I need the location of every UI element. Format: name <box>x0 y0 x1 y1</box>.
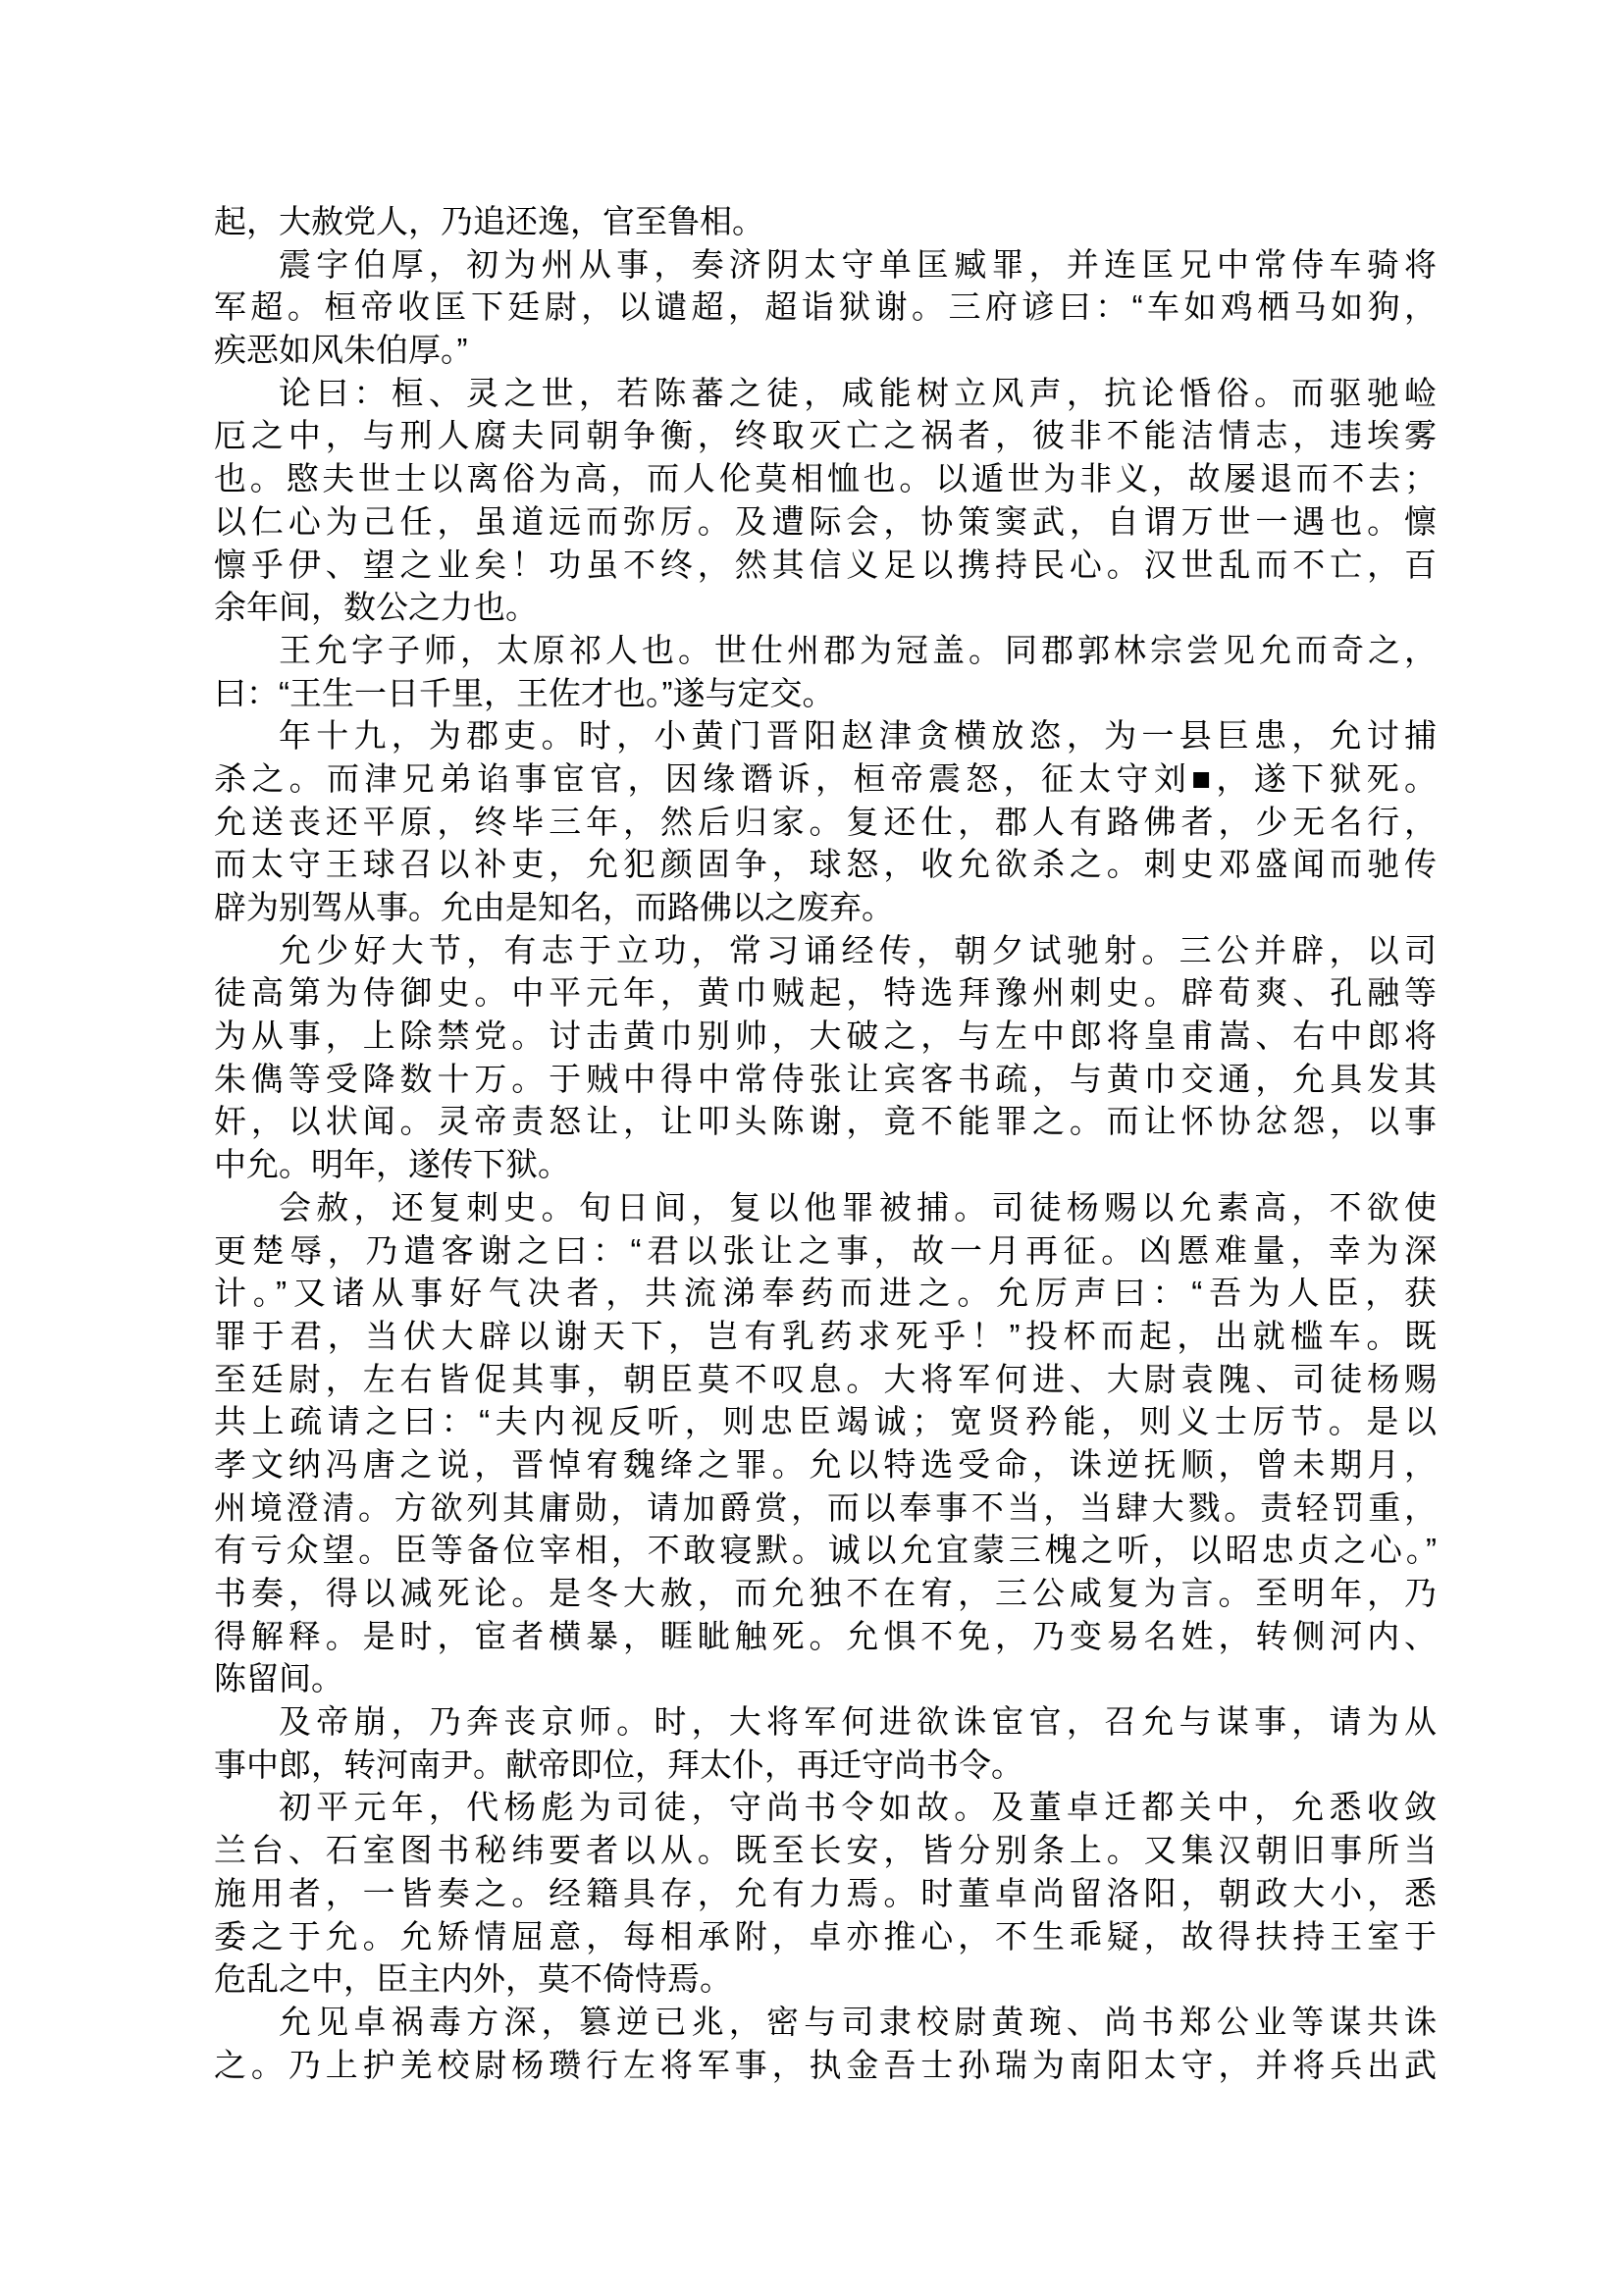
text-line: 允见卓祸毒方深，篡逆已兆，密与司隶校尉黄琬、尚书郑公业等谋共诛 <box>279 2003 1437 2040</box>
text-line: 杀之。而津兄弟谄事宦官，因缘谮诉，桓帝震怒，征太守刘■，遂下狱死。 <box>214 759 1437 797</box>
text-line: 朱儁等受降数十万。于贼中得中常侍张让宾客书疏，与黄巾交通，允具发其 <box>214 1060 1437 1097</box>
text-line: 会赦，还复刺史。旬日间，复以他罪被捕。司徒杨赐以允素高，不欲使 <box>279 1188 1437 1225</box>
paragraph <box>214 1700 1437 1786</box>
text-line: 震字伯厚，初为州从事，奏济阴太守单匡臧罪，并连匡兄中常侍车骑将 <box>279 245 1437 283</box>
paragraph <box>214 372 1437 629</box>
text-line: 至廷尉，左右皆促其事，朝臣莫不叹息。大将军何进、大尉袁隗、司徒杨赐 <box>214 1360 1437 1397</box>
text-line: 曰：“王生一日千里，王佐才也。”遂与定交。 <box>214 674 835 711</box>
text-line: 有亏众望。臣等备位宰相，不敢寝默。诚以允宜蒙三槐之听，以昭忠贞之心。” <box>214 1532 1437 1569</box>
text-line: 奸，以状闻。灵帝责怒让，让叩头陈谢，竟不能罪之。而让怀协忿怨，以事 <box>214 1103 1437 1140</box>
text-line: 王允字子师，太原祁人也。世仕州郡为冠盖。同郡郭林宗尝见允而奇之， <box>279 631 1437 668</box>
text-line: 陈留间。 <box>214 1660 343 1697</box>
text-line: 孝文纳冯唐之说，晋悼宥魏绛之罪。允以特选受命，诛逆抚顺，曾未期月， <box>214 1445 1437 1483</box>
paragraph <box>214 929 1437 1186</box>
text-line: 疾恶如风朱伯厚。” <box>214 332 468 369</box>
text-line: 允送丧还平原，终毕三年，然后归家。复还仕，郡人有路佛者，少无名行， <box>214 803 1437 840</box>
text-line: 中允。明年，遂传下狱。 <box>214 1146 570 1183</box>
text-line: 兰台、石室图书秘纬要者以从。既至长安，皆分别条上。又集汉朝旧事所当 <box>214 1832 1437 1869</box>
text-line: 及帝崩，乃奔丧京师。时，大将军何进欲诛宦官，召允与谋事，请为从 <box>279 1703 1437 1741</box>
text-line: 得解释。是时，宦者横暴，睚眦触死。允惧不免，乃变易名姓，转侧河内、 <box>214 1617 1437 1654</box>
text-line: 州境澄清。方欲列其庸勋，请加爵赏，而以奉事不当，当肆大戮。责轻罚重， <box>214 1488 1437 1526</box>
text-line: 委之于允。允矫情屈意，每相承附，卓亦推心，不生乖疑，故得扶持王室于 <box>214 1917 1437 1955</box>
text-line: 懔乎伊、望之业矣！功虽不终，然其信义足以携持民心。汉世乱而不亡，百 <box>214 546 1437 583</box>
paragraph <box>214 200 1437 243</box>
text-line: 为从事，上除禁党。讨击黄巾别帅，大破之，与左中郎将皇甫嵩、右中郎将 <box>214 1017 1437 1055</box>
text-line: 余年间，数公之力也。 <box>214 589 538 626</box>
paragraph <box>214 2001 1437 2086</box>
text-line: 之。乃上护羌校尉杨瓒行左将军事，执金吾士孙瑞为南阳太守，并将兵出武 <box>214 2046 1437 2083</box>
text-line: 厄之中，与刑人腐夫同朝争衡，终取灭亡之祸者，彼非不能洁情志，违埃雾 <box>214 417 1437 454</box>
text-line: 书奏，得以减死论。是冬大赦，而允独不在宥，三公咸复为言。至明年，乃 <box>214 1575 1437 1611</box>
text-line: 危乱之中，臣主内外，莫不倚恃焉。 <box>214 1960 732 1998</box>
text-line: 允少好大节，有志于立功，常习诵经传，朝夕试驰射。三公并辟，以司 <box>279 931 1437 968</box>
document-body <box>214 200 1437 2086</box>
text-line: 辟为别驾从事。允由是知名，而路佛以之废弃。 <box>214 889 894 925</box>
text-line: 罪于君，当伏大辟以谢天下，岂有乳药求死乎！”投杯而起，出就槛车。既 <box>214 1317 1437 1354</box>
text-line: 起，大赦党人，乃追还逸，官至鲁相。 <box>214 203 764 239</box>
text-line: 而太守王球召以补吏，允犯颜固争，球怒，收允欲杀之。刺史邓盛闻而驰传 <box>214 846 1437 883</box>
paragraph <box>214 714 1437 928</box>
paragraph <box>214 1186 1437 1700</box>
paragraph <box>214 243 1437 372</box>
paragraph <box>214 629 1437 714</box>
text-line: 初平元年，代杨彪为司徒，守尚书令如故。及董卓迁都关中，允悉收敛 <box>279 1789 1437 1826</box>
paragraph <box>214 1786 1437 2000</box>
text-line: 军超。桓帝收匡下廷尉，以谴超，超诣狱谢。三府谚曰：“车如鸡栖马如狗， <box>214 288 1437 326</box>
text-line: 更楚辱，乃遣客谢之曰：“君以张让之事，故一月再征。凶慝难量，幸为深 <box>214 1231 1437 1269</box>
text-line: 计。”又诸从事好气决者，共流涕奉药而进之。允厉声曰：“吾为人臣，获 <box>214 1275 1437 1312</box>
text-line: 也。愍夫世士以离俗为高，而人伦莫相恤也。以遁世为非义，故屡退而不去； <box>214 460 1437 497</box>
text-line: 事中郎，转河南尹。献帝即位，拜太仆，再迁守尚书令。 <box>214 1746 1023 1783</box>
text-line: 共上疏请之曰：“夫内视反听，则忠臣竭诚；宽贤矜能，则义士厉节。是以 <box>214 1403 1437 1440</box>
text-line: 年十九，为郡吏。时，小黄门晋阳赵津贪横放恣，为一县巨患，允讨捕 <box>279 717 1437 755</box>
text-line: 以仁心为己任，虽道远而弥厉。及遭际会，协策窦武，自谓万世一遇也。懔 <box>214 502 1437 540</box>
text-line: 徒高第为侍御史。中平元年，黄巾贼起，特选拜豫州刺史。辟荀爽、孔融等 <box>214 974 1437 1012</box>
text-line: 论曰：桓、灵之世，若陈蕃之徒，咸能树立风声，抗论惛俗。而驱驰崄 <box>279 374 1437 411</box>
text-line: 施用者，一皆奏之。经籍具存，允有力焉。时董卓尚留洛阳，朝政大小，悉 <box>214 1874 1437 1911</box>
